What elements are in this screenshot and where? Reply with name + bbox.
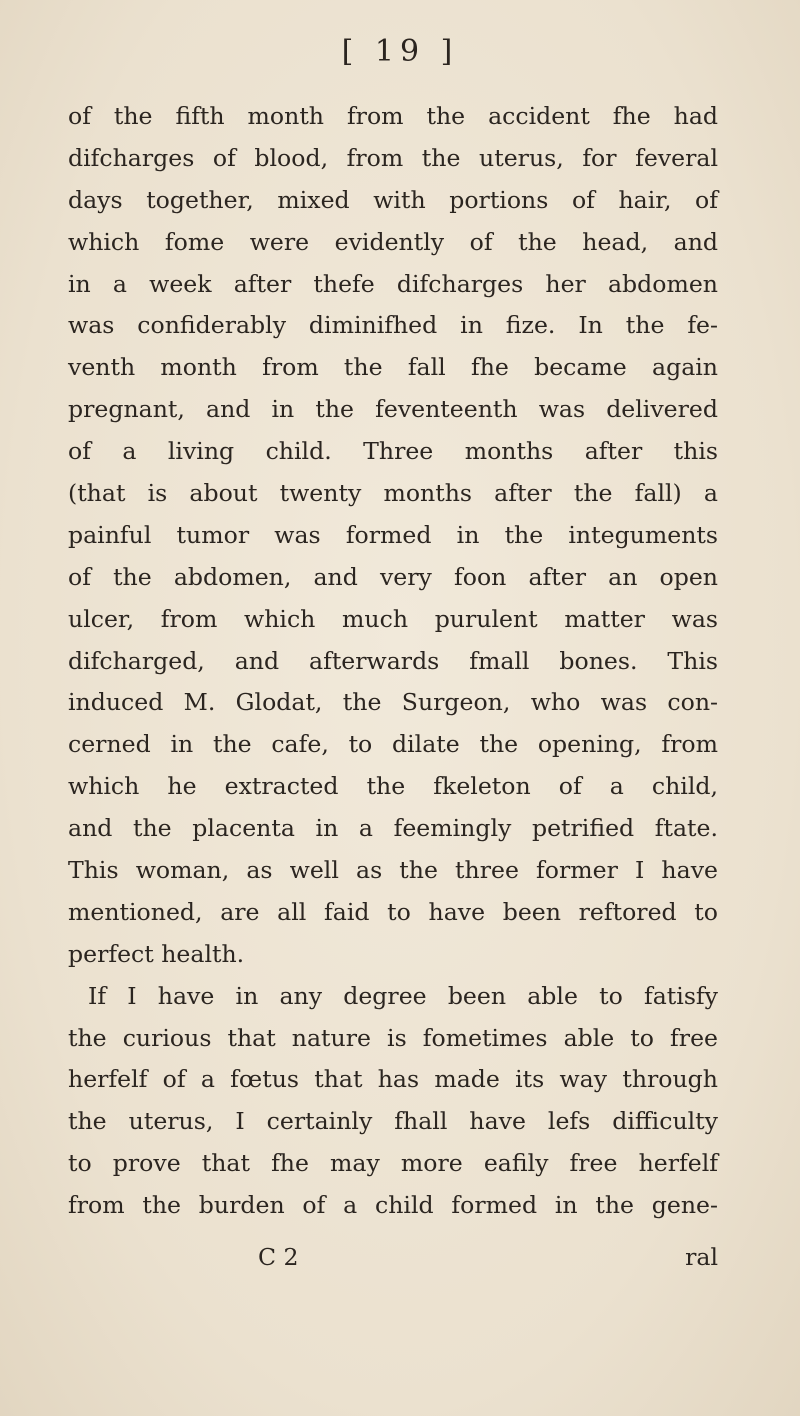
text-line: (that is about twenty months after the fall) a xyxy=(68,479,718,508)
text-line: to prove that fhe may more eafily free herfelf xyxy=(68,1149,718,1178)
text-line: ulcer, from which much purulent matter was xyxy=(68,604,718,633)
text-line: the curious that nature is fometimes able to free xyxy=(68,1023,718,1052)
body-text xyxy=(68,96,718,1227)
text-line: of the abdomen, and very foon after an open xyxy=(68,562,718,591)
text-line: perfect health. xyxy=(68,939,245,968)
text-line: was confiderably diminifhed in fize. In the fe- xyxy=(68,311,718,340)
text-line: which fome were evidently of the head, and xyxy=(68,227,718,256)
text-line: difcharged, and afterwards fmall bones. This xyxy=(68,646,718,675)
text-line: cerned in the cafe, to dilate the opening, from xyxy=(68,730,718,759)
text-line: painful tumor was formed in the integuments xyxy=(68,520,718,549)
text-line: from the burden of a child formed in the gene- xyxy=(68,1191,718,1220)
text-line: of a living child. Three months after this xyxy=(68,437,718,466)
text-line: in a week after thefe difcharges her abdomen xyxy=(68,269,718,298)
text-line: venth month from the fall fhe became again xyxy=(68,353,718,382)
signature-mark: C 2 xyxy=(258,1243,299,1271)
text-line: the uterus, I certainly fhall have lefs difficulty xyxy=(68,1107,718,1136)
text-line: difcharges of blood, from the uterus, for feveral xyxy=(68,143,718,172)
page-footer xyxy=(68,1236,718,1278)
page-number: [ 19 ] xyxy=(341,34,459,69)
paragraph-start-line: If I have in any degree been able to fatisfy xyxy=(88,981,718,1010)
text-line: days together, mixed with portions of hair, of xyxy=(68,185,718,214)
text-line: and the placenta in a feemingly petrified ftate. xyxy=(68,814,718,843)
text-line: This woman, as well as the three former I have xyxy=(68,856,718,885)
text-line: of the fifth month from the accident fhe had xyxy=(68,102,718,130)
catchword: ral xyxy=(685,1243,718,1271)
text-line: mentioned, are all faid to have been reftored to xyxy=(68,897,718,926)
text-line: induced M. Glodat, the Surgeon, who was con- xyxy=(68,688,718,717)
text-line: which he extracted the fkeleton of a child, xyxy=(68,772,718,801)
text-line: pregnant, and in the feventeenth was delivered xyxy=(68,395,718,424)
text-line: herfelf of a fœtus that has made its way through xyxy=(68,1065,718,1094)
